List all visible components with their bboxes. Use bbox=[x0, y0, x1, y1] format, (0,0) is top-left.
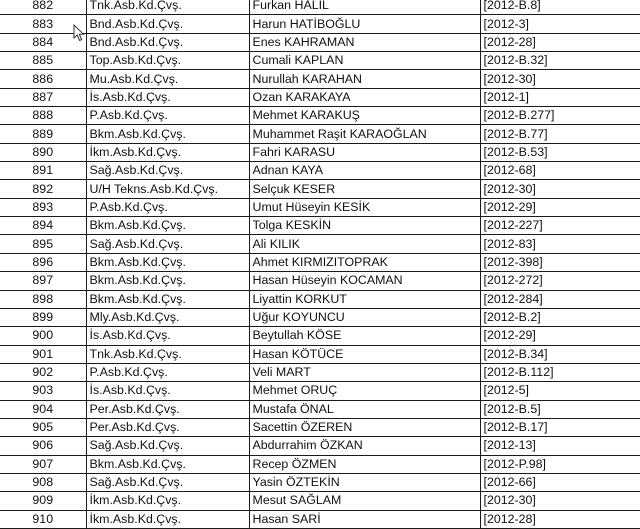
row-number-cell: 910 bbox=[0, 510, 86, 528]
full-name-cell: Umut Hüseyin KESİK bbox=[249, 198, 480, 216]
row-number-cell: 893 bbox=[0, 198, 86, 216]
rank-cell: Mu.Asb.Kd.Çvş. bbox=[86, 70, 249, 88]
row-number-cell: 894 bbox=[0, 217, 86, 235]
table-row bbox=[0, 253, 640, 271]
full-name-cell: Hasan Hüseyin KOCAMAN bbox=[249, 272, 480, 290]
rank-cell: İs.Asb.Kd.Çvş. bbox=[86, 327, 249, 345]
mouse-pointer-icon bbox=[73, 24, 85, 42]
table-row bbox=[0, 510, 640, 528]
full-name-cell: Ali KILIK bbox=[249, 235, 480, 253]
rank-cell: Per.Asb.Kd.Çvş. bbox=[86, 418, 249, 436]
row-number-cell: 903 bbox=[0, 382, 86, 400]
row-number-cell: 906 bbox=[0, 437, 86, 455]
row-number-cell: 902 bbox=[0, 363, 86, 381]
rank-cell: Per.Asb.Kd.Çvş. bbox=[86, 400, 249, 418]
full-name-cell: Nurullah KARAHAN bbox=[249, 70, 480, 88]
code-cell: [2012-B.112] bbox=[480, 363, 640, 381]
rank-cell: Bnd.Asb.Kd.Çvş. bbox=[86, 33, 249, 51]
code-cell: [2012-28] bbox=[480, 33, 640, 51]
code-cell: [2012-13] bbox=[480, 437, 640, 455]
row-number-cell: 899 bbox=[0, 308, 86, 326]
code-cell: [2012-3] bbox=[480, 15, 640, 33]
rank-cell: İs.Asb.Kd.Çvş. bbox=[86, 382, 249, 400]
row-number-cell: 884 bbox=[0, 33, 86, 51]
table-row bbox=[0, 33, 640, 51]
full-name-cell: Abdurrahim ÖZKAN bbox=[249, 437, 480, 455]
full-name-cell: Sacettin ÖZEREN bbox=[249, 418, 480, 436]
full-name-cell: Adnan KAYA bbox=[249, 162, 480, 180]
table-row bbox=[0, 88, 640, 106]
code-cell: [2012-P.98] bbox=[480, 455, 640, 473]
full-name-cell: Mesut SAĞLAM bbox=[249, 492, 480, 510]
rank-cell: Top.Asb.Kd.Çvş. bbox=[86, 52, 249, 70]
table-row bbox=[0, 217, 640, 235]
full-name-cell: Hasan KÖTÜCE bbox=[249, 345, 480, 363]
row-number-cell: 883 bbox=[0, 15, 86, 33]
full-name-cell: Tolga KESKİN bbox=[249, 217, 480, 235]
row-number-cell: 901 bbox=[0, 345, 86, 363]
table-row bbox=[0, 272, 640, 290]
code-cell: [2012-B.32] bbox=[480, 52, 640, 70]
rank-cell: Sağ.Asb.Kd.Çvş. bbox=[86, 162, 249, 180]
full-name-cell: Fahri KARASU bbox=[249, 143, 480, 161]
rank-cell: Sağ.Asb.Kd.Çvş. bbox=[86, 473, 249, 491]
code-cell: [2012-227] bbox=[480, 217, 640, 235]
row-number-cell: 882 bbox=[0, 0, 86, 15]
rank-cell: Bkm.Asb.Kd.Çvş. bbox=[86, 253, 249, 271]
code-cell: [2012-66] bbox=[480, 473, 640, 491]
row-number-cell: 908 bbox=[0, 473, 86, 491]
rank-cell: P.Asb.Kd.Çvş. bbox=[86, 363, 249, 381]
code-cell: [2012-29] bbox=[480, 327, 640, 345]
rank-cell: P.Asb.Kd.Çvş. bbox=[86, 107, 249, 125]
code-cell: [2012-B.77] bbox=[480, 125, 640, 143]
table-row bbox=[0, 125, 640, 143]
full-name-cell: Mehmet ORUÇ bbox=[249, 382, 480, 400]
code-cell: [2012-30] bbox=[480, 492, 640, 510]
full-name-cell: Uğur KOYUNCU bbox=[249, 308, 480, 326]
table-row bbox=[0, 162, 640, 180]
rank-cell: İs.Asb.Kd.Çvş. bbox=[86, 88, 249, 106]
table-row bbox=[0, 235, 640, 253]
row-number-cell: 897 bbox=[0, 272, 86, 290]
full-name-cell: Hasan SARİ bbox=[249, 510, 480, 528]
full-name-cell: Veli MART bbox=[249, 363, 480, 381]
table-row bbox=[0, 418, 640, 436]
code-cell: [2012-B.277] bbox=[480, 107, 640, 125]
full-name-cell: Enes KAHRAMAN bbox=[249, 33, 480, 51]
row-number-cell: 900 bbox=[0, 327, 86, 345]
rank-cell: Sağ.Asb.Kd.Çvş. bbox=[86, 235, 249, 253]
table-row bbox=[0, 290, 640, 308]
table-row bbox=[0, 15, 640, 33]
table-row bbox=[0, 52, 640, 70]
table-row bbox=[0, 400, 640, 418]
code-cell: [2012-28] bbox=[480, 510, 640, 528]
rank-cell: Tnk.Asb.Kd.Çvş. bbox=[86, 0, 249, 15]
table-row bbox=[0, 455, 640, 473]
code-cell: [2012-68] bbox=[480, 162, 640, 180]
row-number-cell: 885 bbox=[0, 52, 86, 70]
full-name-cell: Mustafa ÖNAL bbox=[249, 400, 480, 418]
row-number-cell: 895 bbox=[0, 235, 86, 253]
code-cell: [2012-B.2] bbox=[480, 308, 640, 326]
rank-cell: Bkm.Asb.Kd.Çvş. bbox=[86, 272, 249, 290]
full-name-cell: Mehmet KARAKUŞ bbox=[249, 107, 480, 125]
table-row bbox=[0, 143, 640, 161]
rank-cell: P.Asb.Kd.Çvş. bbox=[86, 198, 249, 216]
rank-cell: Bkm.Asb.Kd.Çvş. bbox=[86, 290, 249, 308]
code-cell: [2012-B.34] bbox=[480, 345, 640, 363]
code-cell: [2012-30] bbox=[480, 180, 640, 198]
row-number-cell: 896 bbox=[0, 253, 86, 271]
rank-cell: U/H Tekns.Asb.Kd.Çvş. bbox=[86, 180, 249, 198]
row-number-cell: 904 bbox=[0, 400, 86, 418]
rank-cell: Sağ.Asb.Kd.Çvş. bbox=[86, 437, 249, 455]
code-cell: [2012-284] bbox=[480, 290, 640, 308]
full-name-cell: Harun HATİBOĞLU bbox=[249, 15, 480, 33]
table-row bbox=[0, 308, 640, 326]
code-cell: [2012-B.17] bbox=[480, 418, 640, 436]
code-cell: [2012-398] bbox=[480, 253, 640, 271]
row-number-cell: 888 bbox=[0, 107, 86, 125]
row-number-cell: 886 bbox=[0, 70, 86, 88]
row-number-cell: 889 bbox=[0, 125, 86, 143]
full-name-cell: Beytullah KÖSE bbox=[249, 327, 480, 345]
rank-cell: Bnd.Asb.Kd.Çvş. bbox=[86, 15, 249, 33]
row-number-cell: 907 bbox=[0, 455, 86, 473]
code-cell: [2012-272] bbox=[480, 272, 640, 290]
code-cell: [2012-B.8] bbox=[480, 0, 640, 15]
rank-cell: İkm.Asb.Kd.Çvş. bbox=[86, 143, 249, 161]
row-number-cell: 898 bbox=[0, 290, 86, 308]
full-name-cell: Recep ÖZMEN bbox=[249, 455, 480, 473]
code-cell: [2012-5] bbox=[480, 382, 640, 400]
rank-cell: Bkm.Asb.Kd.Çvş. bbox=[86, 455, 249, 473]
rank-cell: Bkm.Asb.Kd.Çvş. bbox=[86, 217, 249, 235]
code-cell: [2012-B.5] bbox=[480, 400, 640, 418]
full-name-cell: Yasin ÖZTEKİN bbox=[249, 473, 480, 491]
row-number-cell: 890 bbox=[0, 143, 86, 161]
table-row bbox=[0, 198, 640, 216]
code-cell: [2012-83] bbox=[480, 235, 640, 253]
full-name-cell: Selçuk KESER bbox=[249, 180, 480, 198]
full-name-cell: Ahmet KIRMIZITOPRAK bbox=[249, 253, 480, 271]
table-row bbox=[0, 327, 640, 345]
table-row bbox=[0, 437, 640, 455]
rank-cell: İkm.Asb.Kd.Çvş. bbox=[86, 492, 249, 510]
table-row bbox=[0, 363, 640, 381]
code-cell: [2012-29] bbox=[480, 198, 640, 216]
row-number-cell: 909 bbox=[0, 492, 86, 510]
table-row bbox=[0, 492, 640, 510]
rank-cell: Bkm.Asb.Kd.Çvş. bbox=[86, 125, 249, 143]
row-number-cell: 905 bbox=[0, 418, 86, 436]
table-row bbox=[0, 382, 640, 400]
row-number-cell: 887 bbox=[0, 88, 86, 106]
table-row bbox=[0, 345, 640, 363]
table-row bbox=[0, 70, 640, 88]
code-cell: [2012-1] bbox=[480, 88, 640, 106]
full-name-cell: Cumali KAPLAN bbox=[249, 52, 480, 70]
rank-cell: Tnk.Asb.Kd.Çvş. bbox=[86, 345, 249, 363]
rank-cell: Mly.Asb.Kd.Çvş. bbox=[86, 308, 249, 326]
table-row bbox=[0, 180, 640, 198]
full-name-cell: Ozan KARAKAYA bbox=[249, 88, 480, 106]
table-row bbox=[0, 0, 640, 15]
full-name-cell: Muhammet Raşit KARAOĞLAN bbox=[249, 125, 480, 143]
row-number-cell: 892 bbox=[0, 180, 86, 198]
table-row bbox=[0, 107, 640, 125]
full-name-cell: Furkan HALIL bbox=[249, 0, 480, 15]
code-cell: [2012-30] bbox=[480, 70, 640, 88]
row-number-cell: 891 bbox=[0, 162, 86, 180]
table-row bbox=[0, 473, 640, 491]
code-cell: [2012-B.53] bbox=[480, 143, 640, 161]
full-name-cell: Liyattin KORKUT bbox=[249, 290, 480, 308]
rank-cell: İkm.Asb.Kd.Çvş. bbox=[86, 510, 249, 528]
